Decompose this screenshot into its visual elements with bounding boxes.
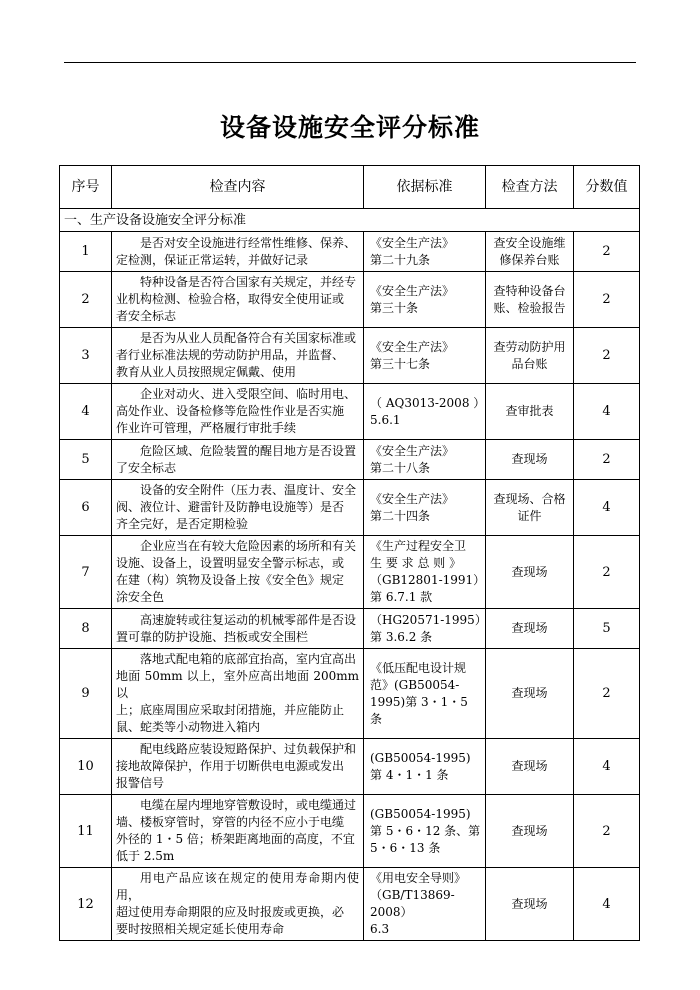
score-value: 2 [574,649,640,739]
row-number: 1 [60,232,112,272]
cell-line: 第二十八条 [370,460,431,475]
cell-line: 范》(GB50054- [370,677,460,692]
check-content [112,480,364,536]
check-content [112,795,364,868]
cell-line: 外径的 1・5 倍；桥架距离地面的高度，不宜 [116,832,355,846]
check-method [486,384,574,440]
check-method [486,232,574,272]
cell-line: 设备的安全附件（压力表、温度计、安全 [140,483,357,497]
basis-standard [364,536,486,609]
header-num: 序号 [60,166,112,209]
cell-line: 电缆在屋内埋地穿管敷设时，或电缆通过 [140,798,357,812]
row-number: 11 [60,795,112,868]
section-row [60,209,640,232]
score-value: 4 [574,739,640,795]
check-method [486,328,574,384]
cell-line: 查现场 [511,823,548,838]
table-row [60,328,640,384]
row-number: 5 [60,440,112,480]
row-number: 3 [60,328,112,384]
row-number: 10 [60,739,112,795]
cell-line: 教育从业人员按照规定佩戴、使用 [116,365,297,379]
check-method [486,649,574,739]
cell-line: 查现场 [511,759,548,773]
cell-line: 6.3 [370,922,390,936]
cell-line: 《低压配电设计规 [370,660,467,675]
section-title: 一、生产设备设施安全评分标准 [60,209,640,232]
score-value: 4 [574,868,640,941]
check-content [112,739,364,795]
cell-line: 5.6.1 [370,412,401,427]
check-content [112,868,364,941]
cell-line: 者行业标准法规的劳动防护用品，并监督、 [116,348,345,362]
cell-line: （GB/T13869-2008） [370,888,455,919]
cell-line: 涂安全色 [116,590,165,604]
cell-line: 《用电安全导则》 [370,871,467,885]
table-row [60,609,640,649]
cell-line: (GB50054-1995) [370,750,471,765]
row-number: 12 [60,868,112,941]
cell-line: 《安全生产法》 [370,339,455,354]
score-value: 2 [574,536,640,609]
cell-line: 设施、设备上，设置明显安全警示标志，或 [116,556,345,570]
table-row [60,440,640,480]
table-row [60,272,640,328]
cell-line: 作业许可管理，严格履行审批手续 [116,421,297,435]
cell-line: （HG20571-1995） [370,612,487,627]
cell-line: 上；底座周围应采取封闭措施，并应能防止 [116,703,345,717]
table-row [60,795,640,868]
cell-line: 超过使用寿命期限的应及时报废或更换，必 [116,905,345,919]
cell-line: 1995)第 3・1・5 条 [370,694,468,726]
basis-standard [364,440,486,480]
cell-line: 接地故障保护，作用于切断供电电源或发出 [116,759,345,773]
score-value: 4 [574,480,640,536]
score-value: 2 [574,795,640,868]
header-content: 检查内容 [112,166,364,209]
table-row [60,868,640,941]
cell-line: 品台账 [511,356,548,371]
check-content [112,440,364,480]
cell-line: 定检测，保证正常运转，并做好记录 [116,252,309,267]
cell-line: 查劳动防护用 [493,339,566,354]
cell-line: 地面 50mm 以上，室外应高出地面 200mm 以 [116,669,359,700]
cell-line: 修保养台账 [499,252,560,267]
document-title: 设备设施安全评分标准 [219,113,480,142]
basis-standard [364,232,486,272]
cell-line: 第 5・6・12 条、第 [370,823,481,838]
cell-line: 查现场、合格 [493,491,566,506]
cell-line: 《安全生产法》 [370,283,455,298]
check-method [486,609,574,649]
cell-line: 特种设备是否符合国家有关规定，并经专 [140,275,357,289]
cell-line: （ AQ3013-2008 ） [370,395,486,410]
cell-line: 第二十九条 [370,252,431,267]
row-number: 7 [60,536,112,609]
table-row [60,232,640,272]
cell-line: 第 6.7.1 款 [370,590,433,604]
row-number: 6 [60,480,112,536]
cell-line: 查现场 [511,896,548,911]
check-method [486,868,574,941]
score-value: 2 [574,440,640,480]
basis-standard [364,384,486,440]
cell-line: 查现场 [511,621,548,635]
check-content [112,232,364,272]
cell-line: 查现场 [511,452,548,466]
cell-line: 查安全设施维 [493,235,566,250]
cell-line: 要时按照相关规定延长使用寿命 [116,922,285,936]
cell-line: 第三十条 [370,300,419,315]
cell-line: 《安全生产法》 [370,491,455,506]
cell-line: 第 3.6.2 条 [370,629,433,644]
score-table [59,165,640,941]
cell-line: 5・6・13 条 [370,840,441,855]
cell-line: 查特种设备台 [493,283,566,298]
check-content [112,272,364,328]
check-method [486,440,574,480]
check-method [486,795,574,868]
cell-line: 查审批表 [505,404,554,418]
cell-line: 用电产品应该在规定的使用寿命期内使用， [116,871,359,902]
cell-line: 了安全标志 [116,460,177,475]
check-method [486,480,574,536]
cell-line: 《安全生产法》 [370,443,455,458]
table-row [60,480,640,536]
cell-line: 账、检验报告 [493,300,566,315]
cell-line: 是否对安全设施进行经常性维修、保养、 [140,235,357,250]
check-method [486,739,574,795]
cell-line: 高处作业、设备检修等危险性作业是否实施 [116,404,345,418]
cell-line: 证件 [517,508,542,523]
basis-standard [364,609,486,649]
basis-standard [364,795,486,868]
row-number: 4 [60,384,112,440]
check-method [486,536,574,609]
header-method: 检查方法 [486,166,574,209]
cell-line: 危险区域、危险装置的醒目地方是否设置 [140,443,357,458]
cell-line: 置可靠的防护设施、挡板或安全围栏 [116,629,309,644]
cell-line: (GB50054-1995) [370,806,471,821]
check-content [112,609,364,649]
cell-line: 配电线路应装设短路保护、过负载保护和 [140,742,357,756]
cell-line: 落地式配电箱的底部宜抬高，室内宜高出 [140,652,357,666]
header-rule [64,62,636,63]
score-value: 4 [574,384,640,440]
table-row [60,739,640,795]
cell-line: 低于 2.5m [116,849,175,863]
basis-standard [364,649,486,739]
table-header-row [60,166,640,209]
score-value: 2 [574,328,640,384]
cell-line: 企业应当在有较大危险因素的场所和有关 [140,539,357,553]
check-content [112,649,364,739]
basis-standard [364,272,486,328]
table-row [60,536,640,609]
cell-line: 企业对动火、进入受限空间、临时用电、 [140,387,357,401]
cell-line: 阀、液位计、避雷针及防静电设施等）是否 [116,500,345,514]
basis-standard [364,480,486,536]
cell-line: 第三十七条 [370,356,431,371]
basis-standard [364,868,486,941]
cell-line: 查现场 [511,564,548,579]
cell-line: 者安全标志 [116,309,177,323]
cell-line: 《安全生产法》 [370,235,455,250]
check-content [112,536,364,609]
score-value: 2 [574,232,640,272]
cell-line: 墙、楼板穿管时，穿管的内径不应小于电缆 [116,815,345,829]
cell-line: 第二十四条 [370,508,431,523]
cell-line: （GB12801-1991） [370,573,486,587]
check-content [112,384,364,440]
table-row [60,649,640,739]
cell-line: 齐全完好，是否定期检验 [116,517,249,531]
cell-line: 第 4・1・1 条 [370,767,449,782]
score-value: 5 [574,609,640,649]
cell-line: 业机构检测、检验合格，取得安全使用证或 [116,292,345,306]
check-method [486,272,574,328]
header-score: 分数值 [574,166,640,209]
cell-line: 鼠、蛇类等小动物进入箱内 [116,720,261,734]
header-basis: 依据标准 [364,166,486,209]
cell-line: 生 要 求 总 则 》 [370,556,462,570]
cell-line: 查现场 [511,686,548,700]
basis-standard [364,739,486,795]
cell-line: 高速旋转或往复运动的机械零部件是否设 [140,612,357,627]
row-number: 8 [60,609,112,649]
cell-line: 是否为从业人员配备符合有关国家标准或 [140,331,357,345]
row-number: 9 [60,649,112,739]
table-row [60,384,640,440]
cell-line: 在建（构）筑物及设备上按《安全色》规定 [116,573,345,587]
score-value: 2 [574,272,640,328]
basis-standard [364,328,486,384]
cell-line: 《生产过程安全卫 [370,539,467,553]
cell-line: 报警信号 [116,776,165,790]
check-content [112,328,364,384]
row-number: 2 [60,272,112,328]
